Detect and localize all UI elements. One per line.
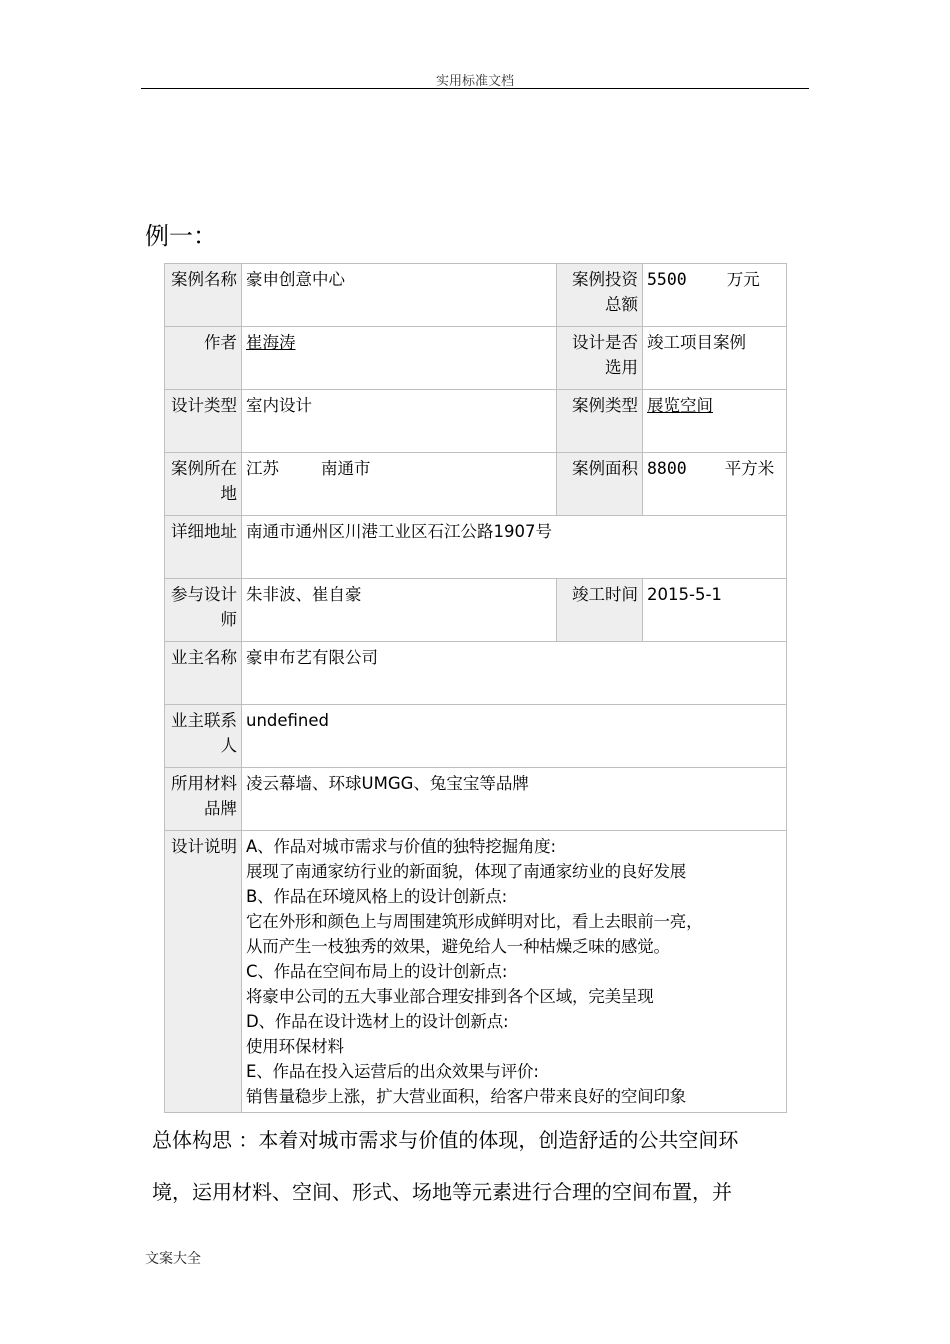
case-name-value: 豪申创意中心 — [242, 264, 557, 327]
investment-value: 5500 — [647, 270, 687, 289]
investment-cell — [643, 264, 787, 327]
location-city: 南通市 — [321, 459, 371, 478]
owner-value: 豪申布艺有限公司 — [242, 642, 787, 705]
page-footer: 文案大全 — [145, 1251, 201, 1267]
description-line: A、作品对城市需求与价值的独特挖掘角度: — [246, 837, 556, 856]
contact-label: 业主联系人 — [165, 705, 242, 768]
author-cell — [242, 327, 557, 390]
address-label: 详细地址 — [165, 516, 242, 579]
location-label: 案例所在地 — [165, 453, 242, 516]
location-province: 江苏 — [246, 459, 279, 478]
description-line: C、作品在空间布局上的设计创新点: — [246, 962, 508, 981]
area-cell — [643, 453, 787, 516]
completion-label: 竣工时间 — [557, 579, 643, 642]
case-info-table — [164, 263, 787, 1113]
author-label: 作者 — [165, 327, 242, 390]
description-line: 将豪申公司的五大事业部合理安排到各个区域，完美呈现 — [246, 987, 654, 1006]
table-row — [165, 705, 787, 768]
header-rule — [141, 88, 809, 89]
case-type-link[interactable]: 展览空间 — [647, 396, 713, 415]
case-type-cell — [643, 390, 787, 453]
section-title: 例一： — [145, 222, 217, 250]
description-line: B、作品在环境风格上的设计创新点: — [246, 887, 507, 906]
case-type-label: 案例类型 — [557, 390, 643, 453]
selected-value: 竣工项目案例 — [643, 327, 787, 390]
table-row — [165, 327, 787, 390]
investment-label: 案例投资总额 — [557, 264, 643, 327]
table-row — [165, 390, 787, 453]
design-type-value: 室内设计 — [242, 390, 557, 453]
designers-value: 朱非波、崔自豪 — [242, 579, 557, 642]
selected-label: 设计是否选用 — [557, 327, 643, 390]
materials-label: 所用材料品牌 — [165, 768, 242, 831]
description-line: 销售量稳步上涨，扩大营业面积，给客户带来良好的空间印象 — [246, 1087, 687, 1106]
description-cell — [242, 831, 787, 1113]
location-cell — [242, 453, 557, 516]
design-type-label: 设计类型 — [165, 390, 242, 453]
address-value: 南通市通州区川港工业区石江公路1907号 — [242, 516, 787, 579]
table-row — [165, 264, 787, 327]
table-row — [165, 831, 787, 1113]
table-row — [165, 579, 787, 642]
owner-label: 业主名称 — [165, 642, 242, 705]
body-paragraph-line: 境，运用材料、空间、形式、场地等元素进行合理的空间布置，并 — [152, 1180, 732, 1204]
case-name-label: 案例名称 — [165, 264, 242, 327]
description-line: 它在外形和颜色上与周围建筑形成鲜明对比，看上去眼前一亮， — [246, 912, 703, 931]
area-unit: 平方米 — [724, 459, 775, 478]
completion-date: 2015-5-1 — [643, 579, 787, 642]
area-value: 8800 — [647, 459, 687, 478]
table-row — [165, 453, 787, 516]
description-line: D、作品在设计选材上的设计创新点: — [246, 1012, 509, 1031]
investment-unit: 万元 — [726, 270, 760, 289]
designers-label: 参与设计师 — [165, 579, 242, 642]
description-label: 设计说明 — [165, 831, 242, 1113]
description-line: E、作品在投入运营后的出众效果与评价: — [246, 1062, 539, 1081]
area-label: 案例面积 — [557, 453, 643, 516]
materials-value: 凌云幕墙、环球UMGG、兔宝宝等品牌 — [242, 768, 787, 831]
table-row — [165, 642, 787, 705]
page-header: 实用标准文档 — [435, 74, 514, 89]
contact-value: undefined — [242, 705, 787, 768]
description-line: 展现了南通家纺行业的新面貌，体现了南通家纺业的良好发展 — [246, 862, 687, 881]
table-row — [165, 768, 787, 831]
body-paragraph-line: 总体构思 ：本着对城市需求与价值的体现，创造舒适的公共空间环 — [152, 1128, 739, 1152]
table-row — [165, 516, 787, 579]
description-line: 使用环保材料 — [246, 1037, 344, 1056]
author-link[interactable]: 崔海涛 — [246, 333, 296, 352]
description-line: 从而产生一枝独秀的效果，避免给人一种枯燥乏味的感觉。 — [246, 937, 670, 956]
